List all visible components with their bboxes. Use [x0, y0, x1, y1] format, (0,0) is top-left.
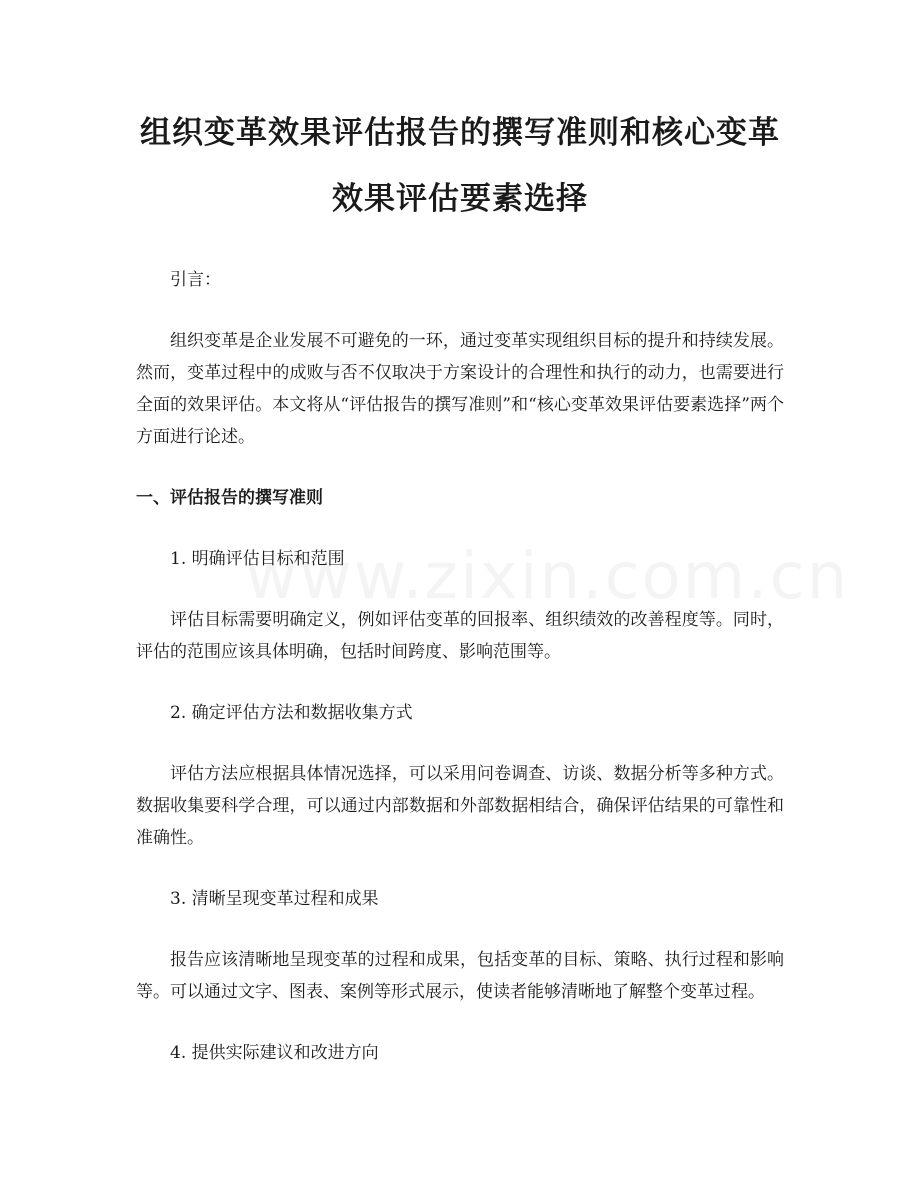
item-2-paragraph: 评估方法应根据具体情况选择，可以采用问卷调查、访谈、数据分析等多种方式。数据收集要科学合理，可以通过内部数据和外部数据相结合，确保评估结果的可靠性和准确性。: [136, 764, 784, 848]
intro-paragraph: 组织变革是企业发展不可避免的一环，通过变革实现组织目标的提升和持续发展。然而，变革过程中的成败与否不仅取决于方案设计的合理性和执行的动力，也需要进行全面的效果评估。本文将从“评估报告的撰写准则”和“核心变革效果评估要素选择”两个方面进行论述。: [136, 331, 784, 447]
document-title: 组织变革效果评估报告的撰写准则和核心变革效果评估要素选择: [140, 115, 780, 217]
item-2-title: 2. 确定评估方法和数据收集方式: [170, 703, 413, 723]
section-1-heading: 一、评估报告的撰写准则: [136, 488, 323, 508]
item-1-title: 1. 明确评估目标和范围: [170, 549, 345, 569]
item-3-paragraph: 报告应该清晰地呈现变革的过程和成果，包括变革的目标、策略、执行过程和影响等。可以通过文字、图表、案例等形式展示，使读者能够清晰地了解整个变革过程。: [136, 950, 784, 1002]
item-4-title: 4. 提供实际建议和改进方向: [170, 1043, 379, 1063]
item-1-paragraph: 评估目标需要明确定义，例如评估变革的回报率、组织绩效的改善程度等。同时，评估的范围应该具体明确，包括时间跨度、影响范围等。: [136, 610, 784, 662]
item-3-title: 3. 清晰呈现变革过程和成果: [170, 889, 379, 909]
intro-label: 引言：: [170, 270, 221, 290]
